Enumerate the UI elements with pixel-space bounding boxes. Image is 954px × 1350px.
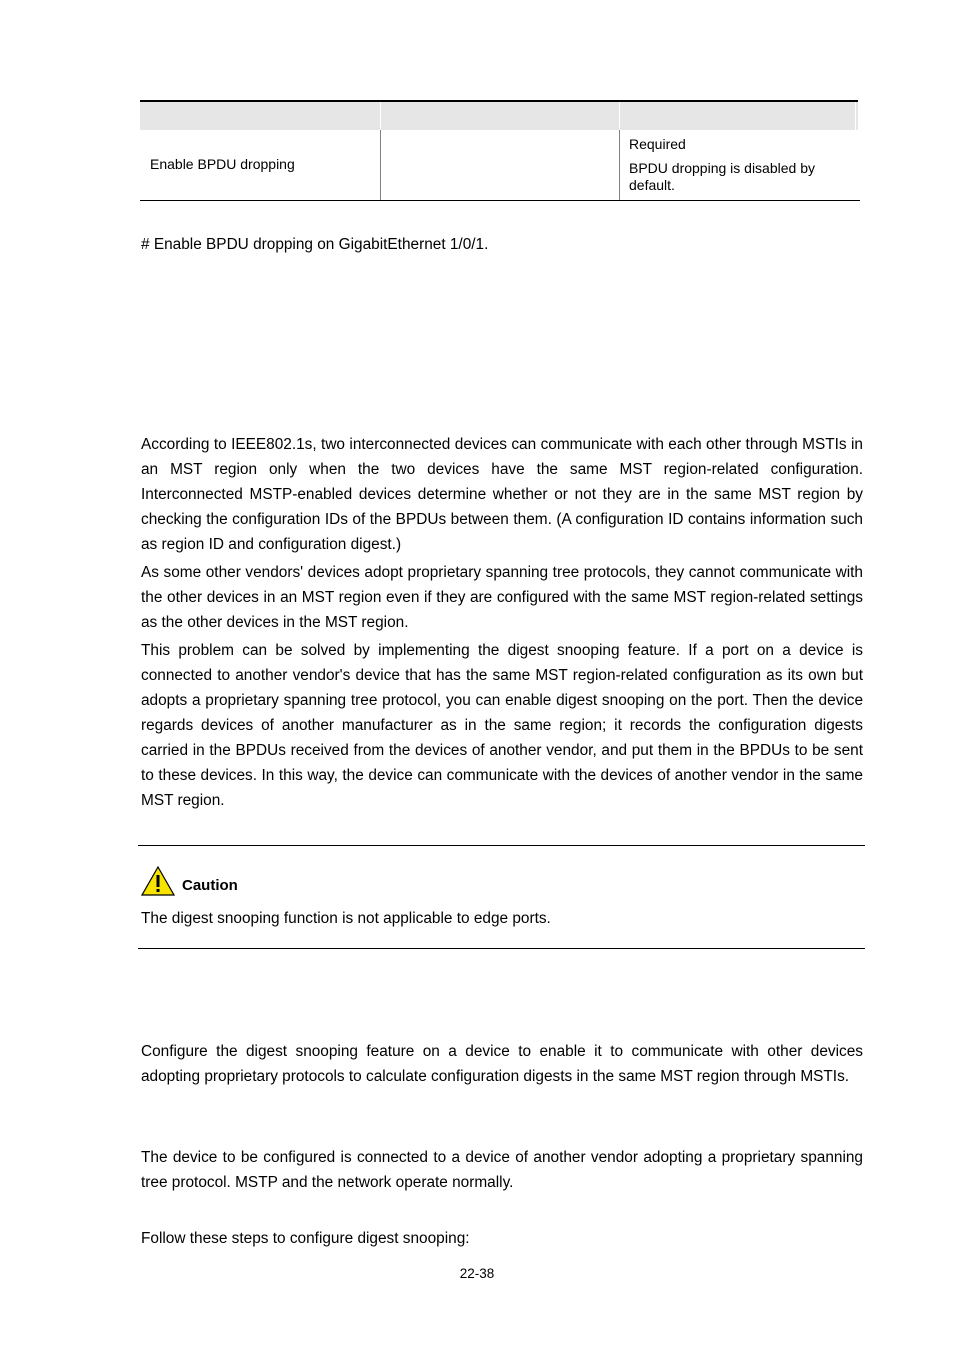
cell-remarks-required: Required bbox=[629, 136, 686, 152]
config-paragraph: The device to be configured is connected to a device of another vendor adopting a proprietary spanning tree protocol. MSTP and the network operate normally. bbox=[141, 1149, 863, 1191]
table-row bbox=[140, 130, 860, 201]
caution-bottom-rule bbox=[138, 948, 865, 949]
page-number: 22-38 bbox=[459, 1266, 495, 1281]
config-paragraph: Configure the digest snooping feature on a device to enable it to communicate with other devices adopting proprietary protocols to calculate configuration digests in the same MST region through MSTIs. bbox=[141, 1043, 863, 1085]
body-paragraph: As some other vendors' devices adopt proprietary spanning tree protocols, they cannot communicate with the other devices in an MST region even if they are configured with the same MST region-related settings as the other devices in the MST region. bbox=[141, 564, 863, 631]
table-header-row bbox=[140, 100, 858, 130]
cell-remarks-default: BPDU dropping is disabled by default. bbox=[629, 160, 815, 193]
warning-triangle-icon bbox=[141, 866, 175, 896]
caution-top-rule bbox=[138, 845, 865, 846]
header-divider bbox=[855, 102, 856, 130]
caution-text: The digest snooping function is not applicable to edge ports. bbox=[141, 910, 551, 927]
body-paragraph: This problem can be solved by implementing the digest snooping feature. If a port on a device is connected to another vendor's device that has the same MST region-related configuration as its own but adopts a proprietary spanning tree protocol, you can enable digest snooping on the port. Then the device regards devices of another manufacturer as in the same region; it records the configuration digests carried in the BPDUs received from the devices of another vendor, and put them in the BPDUs to be sent to these devices. In this way, the device can communicate with the devices of another vendor in the same MST region. bbox=[141, 642, 863, 809]
body-paragraph: According to IEEE802.1s, two interconnected devices can communicate with each other through MSTIs in an MST region only when the two devices have the same MST region-related configuration. Interconnected MSTP-enabled devices determine whether or not they are in the same MST region by checking the configuration IDs of the BPDUs between them. (A configuration ID contains information such as region ID and configuration digest.) bbox=[141, 436, 863, 553]
config-steps-intro: Follow these steps to configure digest snooping: bbox=[141, 1230, 470, 1247]
column-divider bbox=[619, 130, 620, 200]
column-divider bbox=[380, 130, 381, 200]
cell-operation: Enable BPDU dropping bbox=[150, 156, 295, 172]
header-divider bbox=[380, 102, 381, 130]
header-divider bbox=[619, 102, 620, 130]
example-line: # Enable BPDU dropping on GigabitEthernet 1/0/1. bbox=[141, 236, 489, 253]
caution-title: Caution bbox=[182, 877, 238, 894]
